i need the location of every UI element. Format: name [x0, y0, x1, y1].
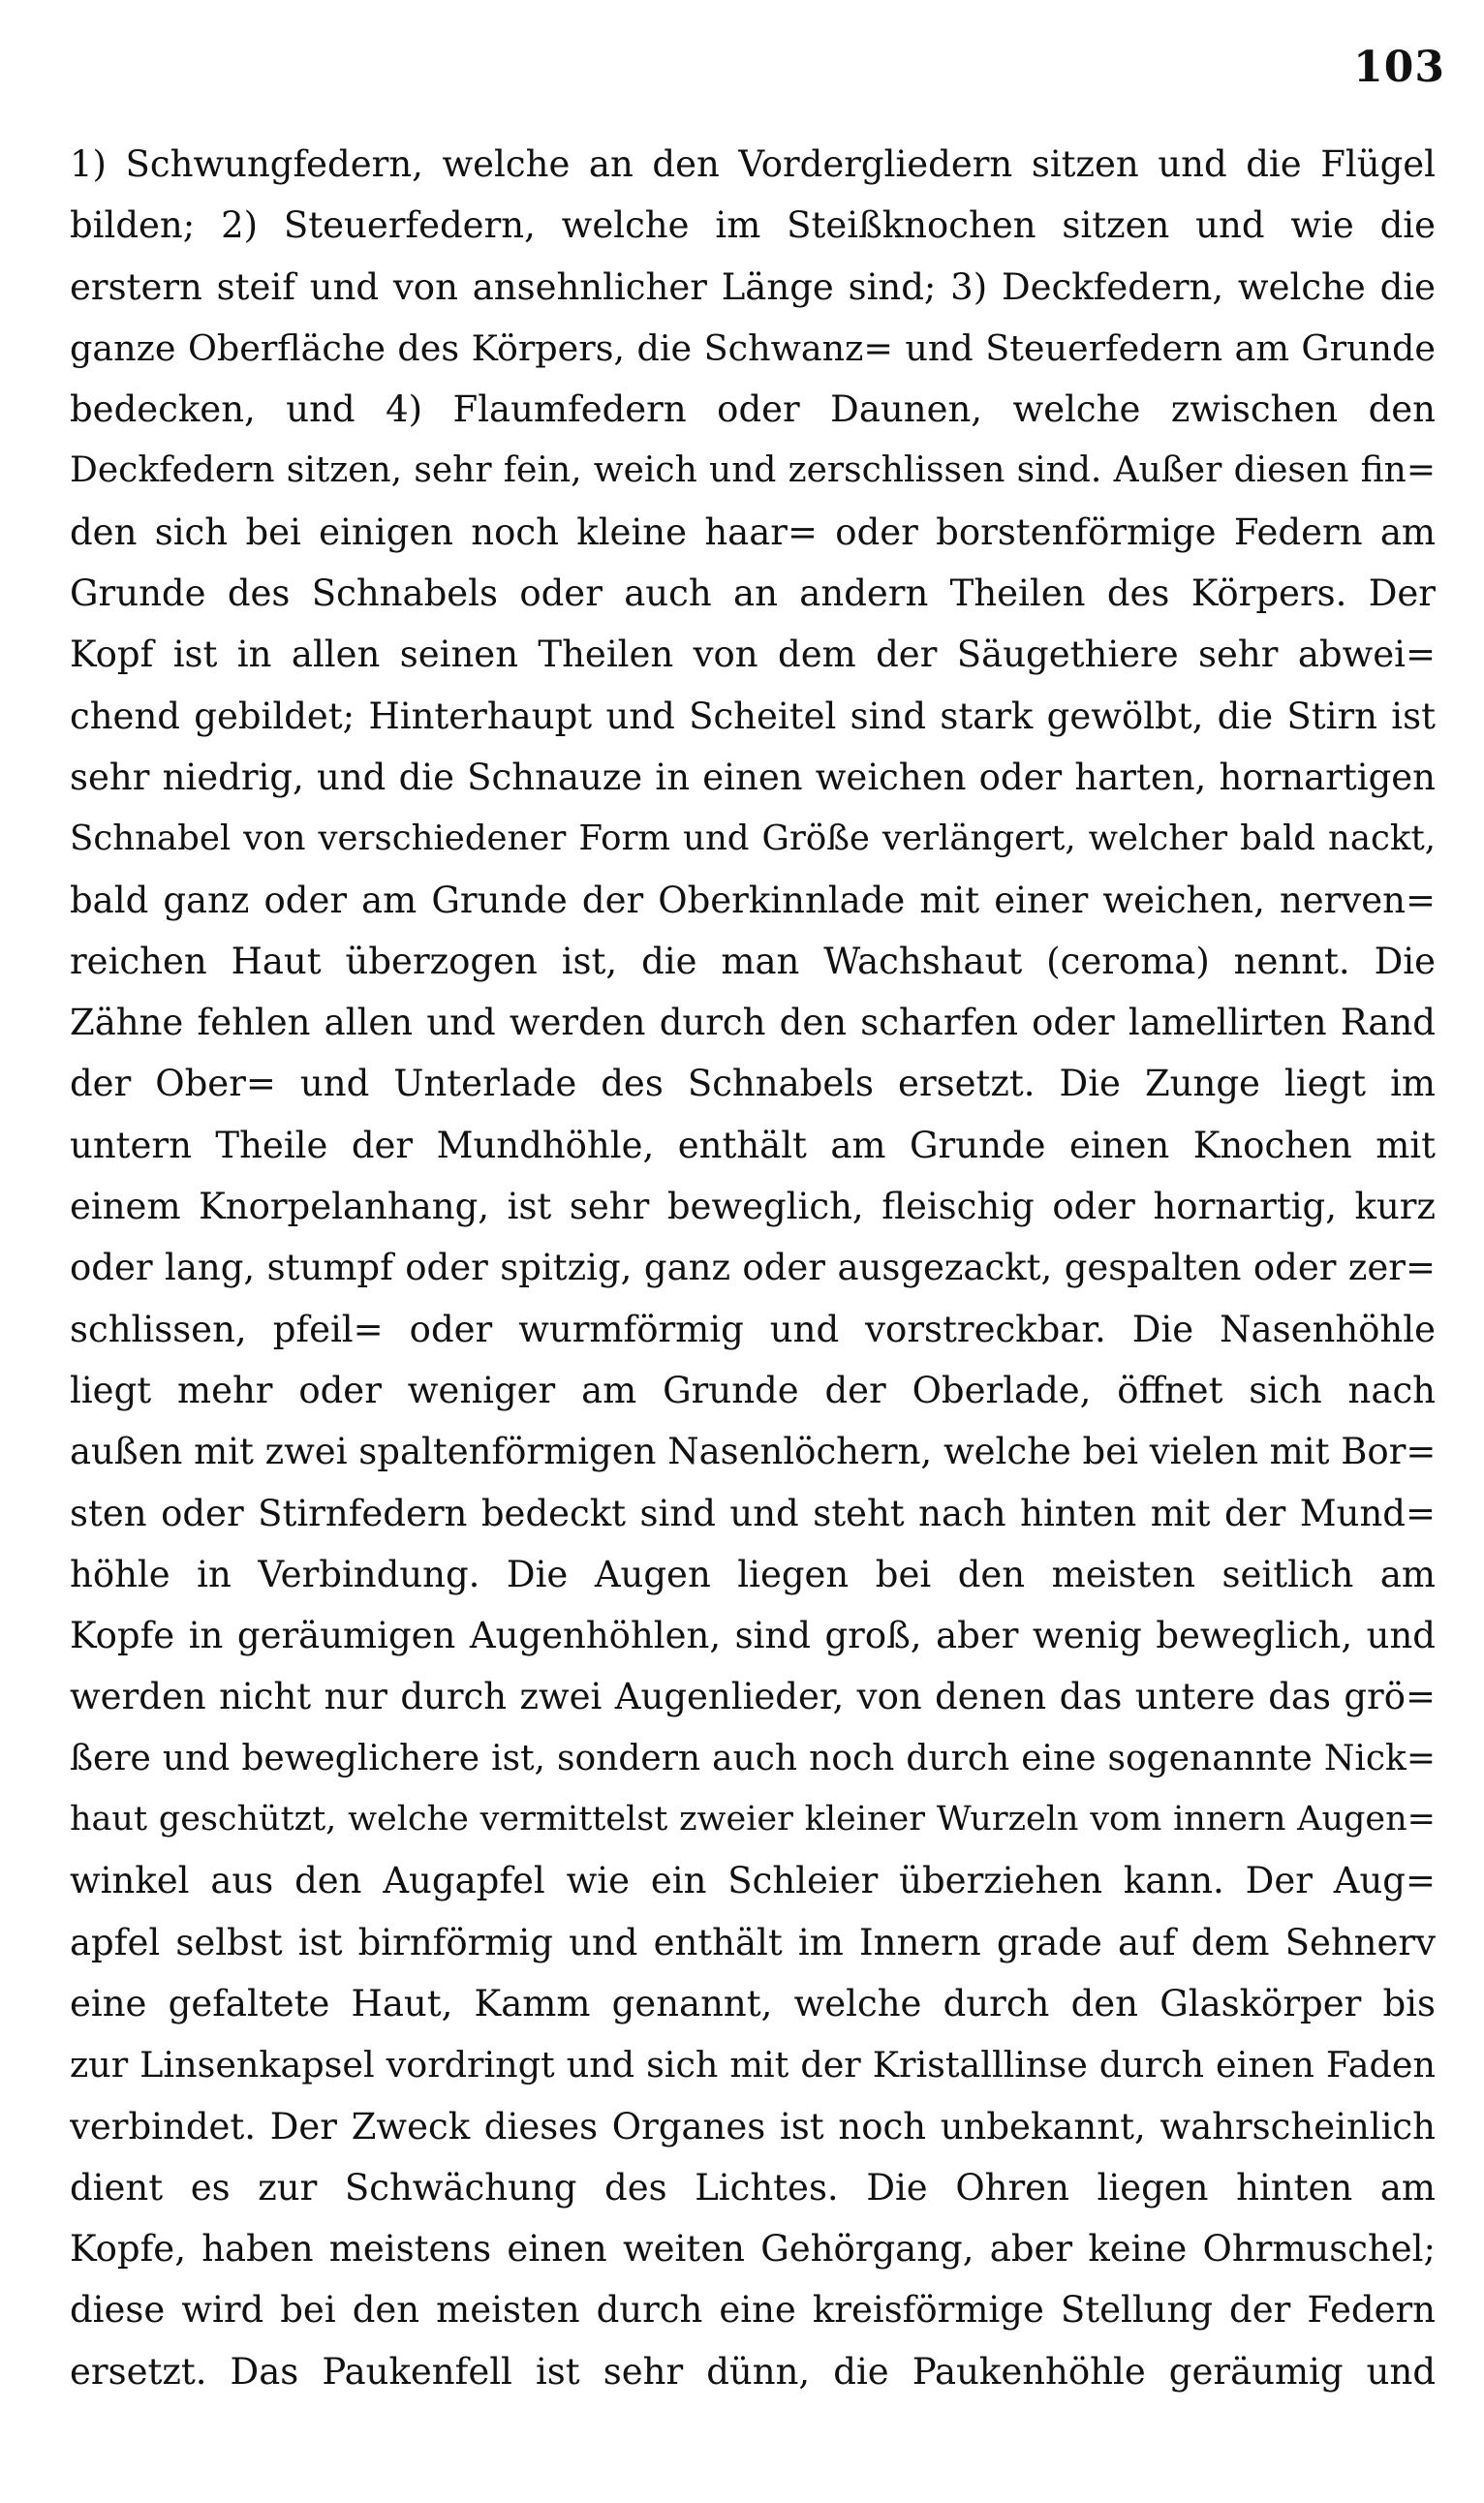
text-line-32: zur Linsenkapsel vordringt und sich mit der Kristalllinse durch einen Faden — [70, 2044, 1436, 2086]
text-line-36: diese wird bei den meisten durch eine kreisförmige Stellung der Federn — [70, 2289, 1436, 2332]
text-line-6: Deckfedern sitzen, sehr fein, weich und zerschlissen sind. Außer diesen fin= — [70, 450, 1436, 491]
text-line-21: liegt mehr oder weniger am Grunde der Oberlade, öffnet sich nach — [70, 1369, 1436, 1411]
text-line-2: bilden; 2) Steuerfedern, welche im Steißknochen sitzen und wie die — [70, 204, 1436, 247]
text-line-16: der Ober= und Unterlade des Schnabels ersetzt. Die Zunge liegt im — [70, 1063, 1436, 1105]
text-line-10: chend gebildet; Hinterhaupt und Scheitel sind stark gewölbt, die Stirn ist — [70, 695, 1436, 737]
text-line-9: Kopf ist in allen seinen Theilen von dem der Säugethiere sehr abwei= — [70, 633, 1436, 676]
text-line-20: schlissen, pfeil= oder wurmförmig und vorstreckbar. Die Nasenhöhle — [70, 1308, 1436, 1350]
text-line-18: einem Knorpelanhang, ist sehr beweglich, fleischig oder hornartig, kurz — [70, 1186, 1436, 1228]
text-line-23: sten oder Stirnfedern bedeckt sind und steht nach hinten mit der Mund= — [70, 1492, 1436, 1534]
body-text — [70, 134, 1436, 2402]
text-line-30: apfel selbst ist birnförmig und enthält im Innern grade auf dem Sehnerv — [70, 1921, 1436, 1963]
text-line-37: ersetzt. Das Paukenfell ist sehr dünn, die Paukenhöhle geräumig und — [70, 2350, 1436, 2393]
text-line-22: außen mit zwei spaltenförmigen Nasenlöchern, welche bei vielen mit Bor= — [70, 1431, 1436, 1473]
text-line-12: Schnabel von verschiedener Form und Größe verlängert, welcher bald nackt, — [70, 819, 1436, 859]
text-line-33: verbindet. Der Zweck dieses Organes ist noch unbekannt, wahrscheinlich — [70, 2105, 1436, 2148]
text-line-11: sehr niedrig, und die Schnauze in einen weichen oder harten, hornartigen — [70, 756, 1436, 798]
text-line-13: bald ganz oder am Grunde der Oberkinnlade mit einer weichen, nerven= — [70, 879, 1436, 921]
text-line-4: ganze Oberfläche des Körpers, die Schwanz= und Steuerfedern am Grunde — [70, 326, 1436, 369]
text-line-14: reichen Haut überzogen ist, die man Wachshaut (ceroma) nennt. Die — [70, 940, 1436, 982]
text-line-35: Kopfe, haben meistens einen weiten Gehörgang, aber keine Ohrmuschel; — [70, 2228, 1436, 2271]
text-line-7: den sich bei einigen noch kleine haar= oder borstenförmige Federn am — [70, 510, 1436, 553]
text-line-25: Kopfe in geräumigen Augenhöhlen, sind groß, aber wenig beweglich, und — [70, 1615, 1436, 1657]
text-line-28: haut geschützt, welche vermittelst zweier kleiner Wurzeln vom innern Augen= — [70, 1800, 1436, 1839]
text-line-15: Zähne fehlen allen und werden durch den scharfen oder lamellirten Rand — [70, 1002, 1436, 1044]
text-line-5: bedecken, und 4) Flaumfedern oder Daunen, welche zwischen den — [70, 388, 1436, 431]
text-line-31: eine gefaltete Haut, Kamm genannt, welche durch den Glaskörper bis — [70, 1982, 1436, 2024]
text-line-26: werden nicht nur durch zwei Augenlieder, von denen das untere das grö= — [70, 1676, 1436, 1718]
text-line-34: dient es zur Schwächung des Lichtes. Die Ohren liegen hinten am — [70, 2166, 1436, 2209]
text-line-27: ßere und beweglichere ist, sondern auch noch durch eine sogenannte Nick= — [70, 1738, 1436, 1778]
text-line-3: erstern steif und von ansehnlicher Länge sind; 3) Deckfedern, welche die — [70, 265, 1436, 308]
text-line-1: 1) Schwungfedern, welche an den Vordergliedern sitzen und die Flügel — [70, 143, 1436, 185]
text-line-17: untern Theile der Mundhöhle, enthält am Grunde einen Knochen mit — [70, 1124, 1436, 1166]
text-line-24: höhle in Verbindung. Die Augen liegen bei den meisten seitlich am — [70, 1553, 1436, 1595]
page-number: 103 — [1353, 43, 1445, 92]
text-line-29: winkel aus den Augapfel wie ein Schleier überziehen kann. Der Aug= — [70, 1860, 1436, 1902]
text-line-19: oder lang, stumpf oder spitzig, ganz oder ausgezackt, gespalten oder zer= — [70, 1247, 1436, 1289]
text-line-8: Grunde des Schnabels oder auch an andern Theilen des Körpers. Der — [70, 572, 1436, 615]
